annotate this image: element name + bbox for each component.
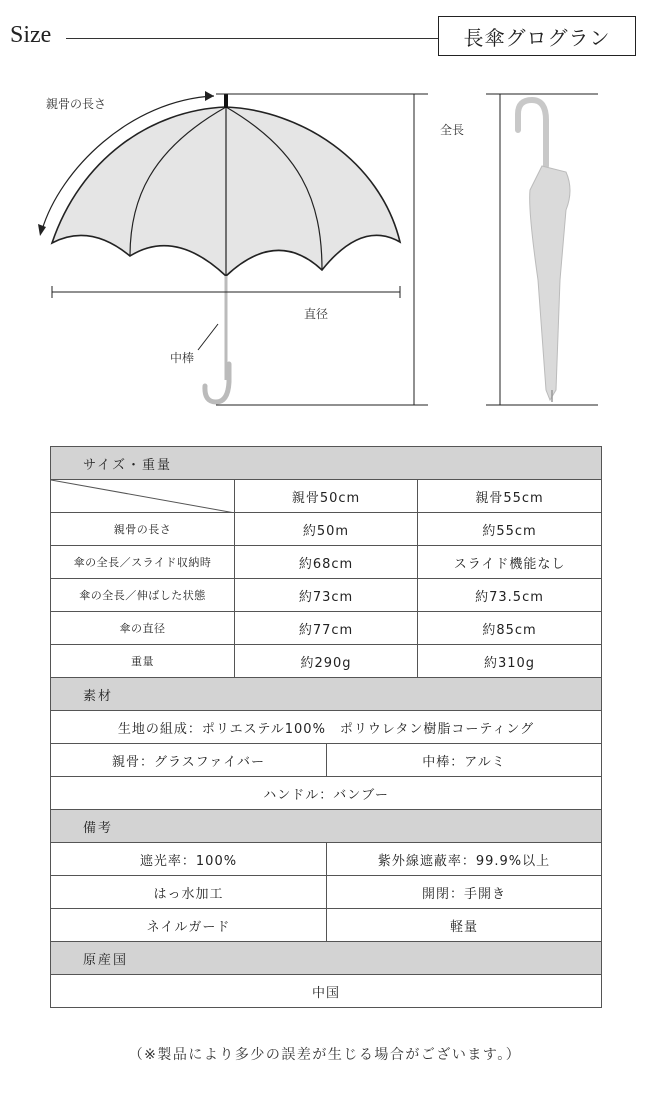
closed-umbrella-handle <box>518 100 546 166</box>
table-cell: 約310g <box>418 645 602 678</box>
note-cell: はっ水加工 <box>51 876 327 909</box>
title-divider <box>66 38 438 39</box>
table-cell: 約50m <box>235 513 418 546</box>
note-cell: 軽量 <box>327 909 602 942</box>
material-handle: ハンドル：バンブー <box>51 777 602 810</box>
material-rib: 親骨：グラスファイバー <box>51 744 327 777</box>
origin-value: 中国 <box>51 975 602 1008</box>
column-header: 親骨55cm <box>418 480 602 513</box>
table-row <box>51 546 602 579</box>
table-cell: 約73cm <box>235 579 418 612</box>
arrow-head <box>205 91 214 101</box>
shaft-leader <box>198 324 218 350</box>
table-row <box>51 612 602 645</box>
table-row <box>51 579 602 612</box>
table-row <box>51 777 602 810</box>
table-corner-cell <box>51 480 235 513</box>
table-row <box>51 711 602 744</box>
table-cell: 約85cm <box>418 612 602 645</box>
footnote: （※製品により多少の誤差が生じる場合がございます。） <box>128 1047 522 1063</box>
total-length-label: 全長 <box>440 123 465 137</box>
column-header: 親骨50cm <box>235 480 418 513</box>
note-cell: ネイルガード <box>51 909 327 942</box>
row-label: 傘の全長／伸ばした状態 <box>51 579 235 612</box>
table-row <box>51 843 602 876</box>
table-cell: 約73.5cm <box>418 579 602 612</box>
table-cell: 約55cm <box>418 513 602 546</box>
spec-table <box>50 446 602 1008</box>
table-cell: 約68cm <box>235 546 418 579</box>
table-cell: 約290g <box>235 645 418 678</box>
umbrella-tip <box>224 94 228 108</box>
note-cell: 遮光率：100% <box>51 843 327 876</box>
table-row <box>51 975 602 1008</box>
rib-length-label: 親骨の長さ <box>46 97 107 111</box>
umbrella-size-diagram <box>0 80 650 420</box>
material-fabric: 生地の組成：ポリエステル100% ポリウレタン樹脂コーティング <box>51 711 602 744</box>
section-header-notes: 備考 <box>51 810 602 843</box>
row-label: 重量 <box>51 645 235 678</box>
closed-umbrella-body <box>530 166 570 400</box>
product-name-badge: 長傘グログラン <box>438 16 636 56</box>
table-row <box>51 909 602 942</box>
shaft-label: 中棒 <box>170 351 195 365</box>
table-row <box>51 876 602 909</box>
diameter-label: 直径 <box>304 307 329 321</box>
section-header-size: サイズ・重量 <box>51 447 602 480</box>
table-cell: 約77cm <box>235 612 418 645</box>
note-cell: 開閉：手開き <box>327 876 602 909</box>
table-row <box>51 645 602 678</box>
row-label: 傘の全長／スライド収納時 <box>51 546 235 579</box>
material-shaft: 中棒：アルミ <box>327 744 602 777</box>
section-header-origin: 原産国 <box>51 942 602 975</box>
table-row <box>51 513 602 546</box>
row-label: 親骨の長さ <box>51 513 235 546</box>
note-cell: 紫外線遮蔽率：99.9%以上 <box>327 843 602 876</box>
section-title: Size <box>10 22 52 48</box>
section-header-material: 素材 <box>51 678 602 711</box>
row-label: 傘の直径 <box>51 612 235 645</box>
table-cell: スライド機能なし <box>418 546 602 579</box>
arrow-head <box>38 224 46 236</box>
table-row <box>51 744 602 777</box>
